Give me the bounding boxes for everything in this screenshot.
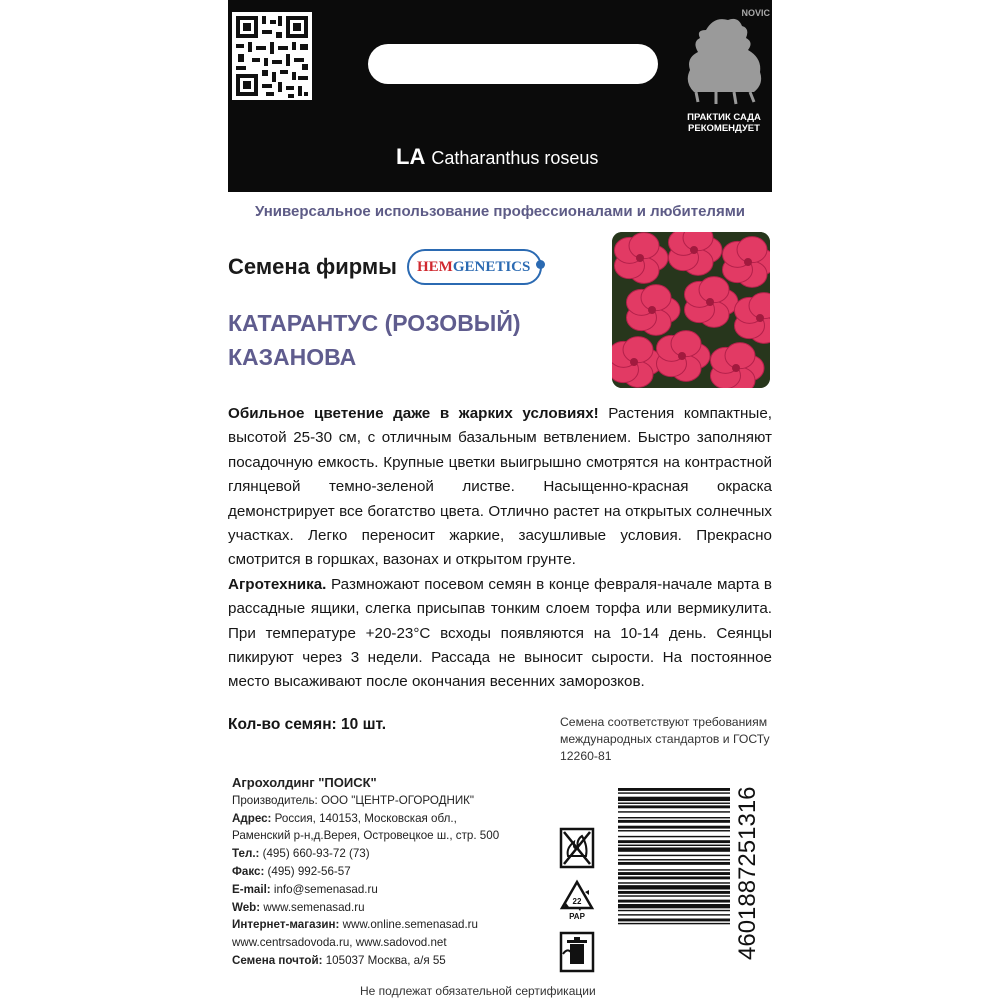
description: [228, 402, 772, 695]
description-lead: Обильное цветение даже в жарких условиях!: [228, 405, 599, 422]
web-line: [232, 899, 532, 917]
mail-label: Семена почтой:: [232, 953, 323, 967]
agrotechnics-lead: Агротехника.: [228, 575, 327, 593]
email-value: info@semenasad.ru: [270, 882, 378, 896]
agrotechnics-text: Размножают посевом семян в конце февраля-начале марта в рассадные ящики, слегка присыпав тонким слоем торфа или вермикулита. При температуре +20-23°С всходы появляются на 10-14 день. Сеянцы пикируют через 3 недели. Рассада не выносит сырости. На постоянное место высаживают после окончания весенних заморозков.: [228, 575, 772, 691]
latin-prefix: LA: [396, 144, 426, 169]
barcode-number: 4601887251316: [734, 786, 761, 960]
address-line1: [232, 810, 532, 828]
header-band: [228, 0, 772, 192]
brand-label: Семена фирмы: [228, 254, 397, 279]
no-fire-icon: [558, 826, 596, 870]
logo-part2: GENETICS: [452, 259, 531, 275]
seed-packet: [228, 0, 772, 1000]
mail-line: [232, 952, 532, 970]
address-label: Адрес:: [232, 811, 272, 825]
fax-value: (495) 992-56-57: [264, 864, 351, 878]
gardener-silhouette-icon: [676, 12, 772, 108]
svg-text:PAP: PAP: [569, 912, 585, 921]
product-name-line2: КАЗАНОВА: [228, 344, 357, 370]
mail-value: 105037 Москва, а/я 55: [322, 953, 446, 967]
barcode: [618, 786, 746, 960]
svg-text:22: 22: [572, 897, 582, 906]
fax-label: Факс:: [232, 864, 265, 878]
description-text: Растения компактные, высотой 25-30 см, с отличным базальным ветвлением. Быстро заполняют посадочную емкость. Крупные цветки выигрышно смотрятся на контрастной глянцевой темно-зеленой листве. Насыщенно-красная окраска демонстрирует все богатство цвета. Отлично растет на открытых солнечных участках. Легко переносит жаркие, засушливые условия. Прекрасно смотрится в горшках, вазонах и открытом грунте.: [228, 405, 772, 569]
corner-label: NOVIC: [741, 8, 770, 18]
producer: Производитель: ООО "ЦЕНТР-ОГОРОДНИК": [232, 793, 475, 807]
phone-value: (495) 660-93-72 (73): [259, 847, 370, 861]
address-line2: Раменский р-н,д.Верея, Островецкое ш., стр. 500: [232, 829, 500, 843]
email-line: [232, 881, 532, 899]
brand-row: [228, 249, 542, 285]
standards-note: Семена соответствуют требованиям международных стандартов и ГОСТу 12260-81: [560, 715, 770, 763]
email-label: E-mail:: [232, 882, 271, 896]
latin-name-row: [396, 144, 598, 170]
tagline: Универсальное использование профессионалами и любителями: [254, 203, 746, 220]
address-value: Россия, 140153, Московская обл.,: [271, 811, 457, 825]
web-value: www.semenasad.ru: [260, 900, 365, 914]
shop-line2: www.centrsadovoda.ru, www.sadovod.net: [232, 936, 447, 950]
agrotechnics-paragraph: [228, 573, 772, 695]
shop-value: www.online.semenasad.ru: [339, 918, 478, 932]
phone-label: Тел.:: [232, 847, 260, 861]
phone-line: [232, 845, 532, 863]
company-info: [232, 774, 532, 970]
product-name: [228, 306, 521, 374]
fax-line: [232, 863, 532, 881]
name-window: [368, 44, 658, 84]
logo-dot-icon: [536, 260, 545, 269]
web-label: Web:: [232, 900, 261, 914]
shop-line: [232, 916, 532, 934]
product-name-line1: КАТАРАНТУС (РОЗОВЫЙ): [228, 310, 521, 336]
flower-photo: [612, 232, 770, 388]
qr-code: [232, 12, 312, 100]
description-paragraph: [228, 402, 772, 573]
seed-count: Кол-во семян: 10 шт.: [228, 716, 387, 733]
bin-icon: [558, 930, 596, 974]
shop-label: Интернет-магазин:: [232, 918, 340, 932]
praktik-sada-badge: [676, 8, 772, 134]
recycle-pap-icon: [558, 878, 596, 922]
recommend-text: ПРАКТИК САДА РЕКОМЕНДУЕТ: [687, 112, 761, 134]
packaging-icons: [558, 826, 602, 982]
hemgenetics-logo: [407, 249, 542, 285]
certification-note: Не подлежат обязательной сертификации: [360, 984, 596, 998]
logo-part1: HEM: [416, 259, 453, 275]
latin-name: Catharanthus roseus: [431, 148, 599, 168]
company-heading: Агрохолдинг "ПОИСК": [232, 775, 377, 790]
